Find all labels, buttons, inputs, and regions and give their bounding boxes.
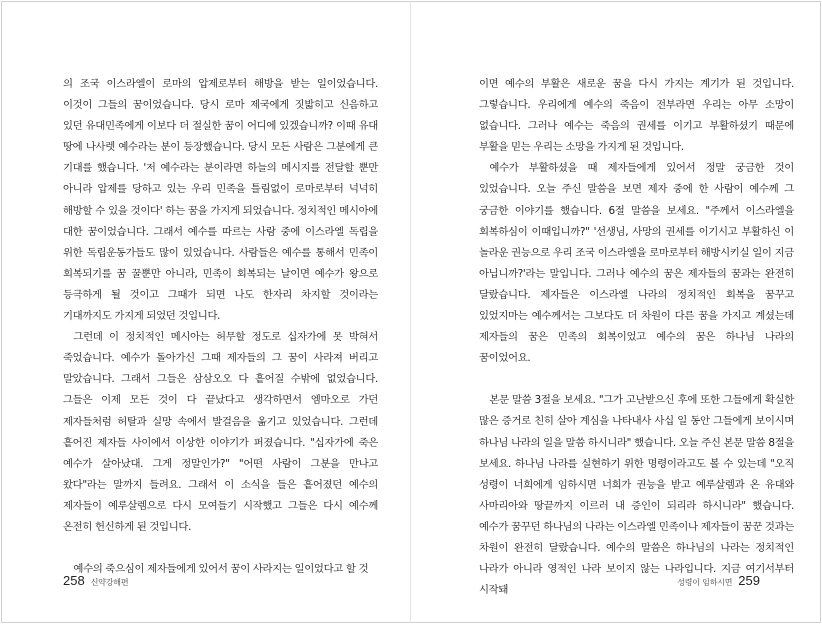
left-paragraph-2: 그런데 이 정치적인 메시아는 허무할 정도로 십자가에 못 박혀서 죽었습니다. 예수가 돌아가신 그때 제자들의 그 꿈이 사라져 버리고 말았습니다. 그래서 그들은 삼삼오오 다 흩어질 수밖에 없었습니다. 그들은 이제 모든 것이 다 끝났다고 생각하면서 엠마오로 가던 제자들처럼 허탈과 실망 속에서 발걸음을 옮기고 있었습니다. 그런데 흩어진 제자들 사이에서 이상한 이야기가 퍼졌습니다. "십자가에 죽은 예수가 살아났대. 그게 정말인가?" "어떤 사람이 그분을 만나고 왔다"라는 말까지 들려요. 그래서 이 소식을 들은 흩어졌던 예수의 제자들이 예루살렘으로 다시 모여들기 시작했고 그들은 다시 예수께 온전히 헌신하게 된 것입니다. xyxy=(63,331,378,533)
right-paragraph-1: 이면 예수의 부활은 새로운 꿈을 다시 가지는 계기가 된 것입니다. 그렇습니다. 우리에게 예수의 죽음이 전부라면 우리는 아무 소망이 없습니다. 그러나 예수는 죽음의 권세를 이기고 부활하셨기 때문에 부활을 믿는 우리는 소망을 가지게 된 것입니다. xyxy=(479,78,794,154)
right-page-body xyxy=(479,74,794,601)
left-page-number: 258 xyxy=(63,573,85,588)
page-gutter xyxy=(410,1,411,623)
left-folio xyxy=(63,573,128,588)
right-paragraph-2: 예수가 부활하셨을 때 제자들에게 있어서 정말 궁금한 것이 있었습니다. 오늘 주신 말씀을 보면 제자 중에 한 사람이 예수께 그 궁금한 이야기를 했습니다. 6절 말씀을 보세요. "주께서 이스라엘을 회복하심이 이때입니까?" '선생님, 사망의 권세를 이기시고 부활하신 이 놀라운 권능으로 우리 조국 이스라엘을 로마로부터 해방시키실 일이 지금 아닙니까?'라는 말입니다. 그러나 예수의 꿈은 제자들의 꿈과는 완전히 달랐습니다. 제자들은 이스라엘 나라의 정치적인 회복을 꿈꾸고 있었지마는 예수께서는 그보다도 더 차원이 다른 꿈을 가지고 계셨는데 제자들의 꿈은 민족의 회복이었고 예수의 꿈은 하나님 나라의 꿈이었어요. xyxy=(479,162,794,365)
left-running-title: 신약강해편 xyxy=(90,578,129,587)
right-running-title: 성령이 임하시면 xyxy=(677,578,733,587)
left-paragraph-3: 예수의 죽으심이 제자들에게 있어서 꿈이 사라지는 일이었다고 할 것 xyxy=(73,563,369,576)
right-folio xyxy=(677,573,760,588)
left-paragraph-1: 의 조국 이스라엘이 로마의 압제로부터 해방을 받는 일이었습니다. 이것이 그들의 꿈이었습니다. 당시 로마 제국에게 짓밟히고 신음하고 있던 유대민족에게 이보다 더 절실한 꿈이 어디에 있겠습니까? 이때 유대 땅에 나사렛 예수라는 분이 등장했습니다. 당시 모든 사람은 그분에게 큰 기대를 했습니다. '저 예수라는 분이라면 하늘의 메시지를 전달할 뿐만 아니라 압제를 당하고 있는 우리 민족을 틀림없이 로마로부터 넉넉히 해방할 수 있을 것이다' 하는 꿈을 가지게 되었습니다. 정치적인 메시아에 대한 꿈이었습니다. 그래서 예수를 따르는 사람 중에 이스라엘 독립을 위한 독립운동가들도 많이 있었습니다. 사람들은 예수를 통해서 민족이 회복되기를 꿈 꿀뿐만 아니라, 민족이 회복되는 날이면 예수가 왕으로 등극하게 될 것이고 그때가 되면 나도 한자리 차지할 것이라는 기대까지도 가지게 되었던 것입니다. xyxy=(63,78,378,323)
left-page-body xyxy=(63,74,378,580)
right-page-number: 259 xyxy=(738,573,760,588)
right-paragraph-3: 본문 말씀 3절을 보세요. "그가 고난받으신 후에 또한 그들에게 확실한 많은 증거로 친히 살아 계심을 나타내사 사십 일 동안 그들에게 보이시며 하나님 나라의 일을 말씀 하시니라" 했습니다. 오늘 주신 본문 말씀 8절을 보세요. 하나님 나라를 실현하기 위한 명령이라고도 볼 수 있는데 "오직 성령이 너희에게 임하시면 너희가 권능을 받고 예루살렘과 온 유대와 사마리아와 땅끝까지 이르러 내 증인이 되리라 하시니라" 했습니다. 예수가 꿈꾸던 하나님의 나라는 이스라엘 민족이나 제자들이 꿈꾼 것과는 차원이 완전히 달랐습니다. 예수의 말씀은 하나님의 나라는 정치적인 나라가 아니라 영적인 나라 보이지 않는 나라입니다. 지금 여기서부터 시작돼 xyxy=(479,394,794,597)
